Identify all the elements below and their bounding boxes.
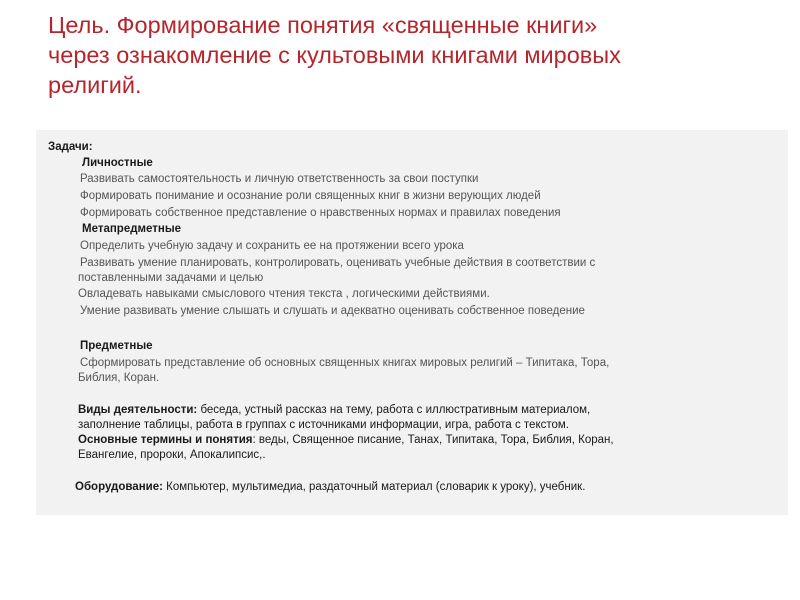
title-line-2: через ознакомление с культовыми книгами мировых (48, 42, 621, 68)
subject-heading: Предметные (80, 340, 153, 352)
terms-label: Основные термины и понятия (78, 434, 253, 446)
personal-heading: Личностные (82, 157, 153, 169)
meta-item: поставленными задачами и целью (78, 272, 264, 284)
equipment-text: Компьютер, мультимедиа, раздаточный материал (словарик к уроку), учебник. (162, 481, 586, 493)
activities-label: Виды деятельности: (78, 404, 198, 416)
personal-item: Развивать самостоятельность и личную ответственность за свои поступки (80, 173, 479, 185)
subject-item: Сформировать представление об основных священных книгах мировых религий – Типитака, Тора, (80, 357, 610, 369)
personal-item: Формировать собственное представление о нравственных нормах и правилах поведения (80, 207, 561, 219)
meta-item: Овладевать навыками смыслового чтения текста , логическими действиями. (78, 288, 490, 300)
terms-text: : веды, Священное писание, Танах, Типитака, Тора, Библия, Коран, (252, 434, 614, 446)
equipment-label: Оборудование: (75, 481, 163, 493)
tasks-heading: Задачи: (48, 141, 93, 153)
terms-line-1 (78, 433, 614, 448)
subject-item: Библия, Коран. (78, 372, 160, 384)
activities-line-2: заполнение таблицы, работа в группах с источниками информации, игра, работа с текстом. (78, 419, 570, 431)
meta-item: Умение развивать умение слышать и слушать и адекватно оценивать собственное поведение (80, 305, 585, 317)
meta-item: Развивать умение планировать, контролировать, оценивать учебные действия в соответствии с (80, 257, 596, 269)
title-line-3: религий. (48, 72, 142, 98)
activities-text: беседа, устный рассказ на тему, работа с иллюстративным материалом, (197, 404, 591, 416)
activities-line-1 (78, 403, 590, 418)
personal-item: Формировать понимание и осознание роли священных книг в жизни верующих людей (80, 190, 541, 202)
terms-line-2: Евангелие, пророки, Апокалипсис,. (78, 449, 266, 461)
equipment-line (75, 480, 585, 495)
meta-item: Определить учебную задачу и сохранить ее на протяжении всего урока (80, 240, 464, 252)
meta-heading: Метапредметные (82, 223, 182, 235)
slide-title (48, 10, 788, 100)
title-line-1: Цель. Формирование понятия «священные книги» (48, 12, 598, 38)
